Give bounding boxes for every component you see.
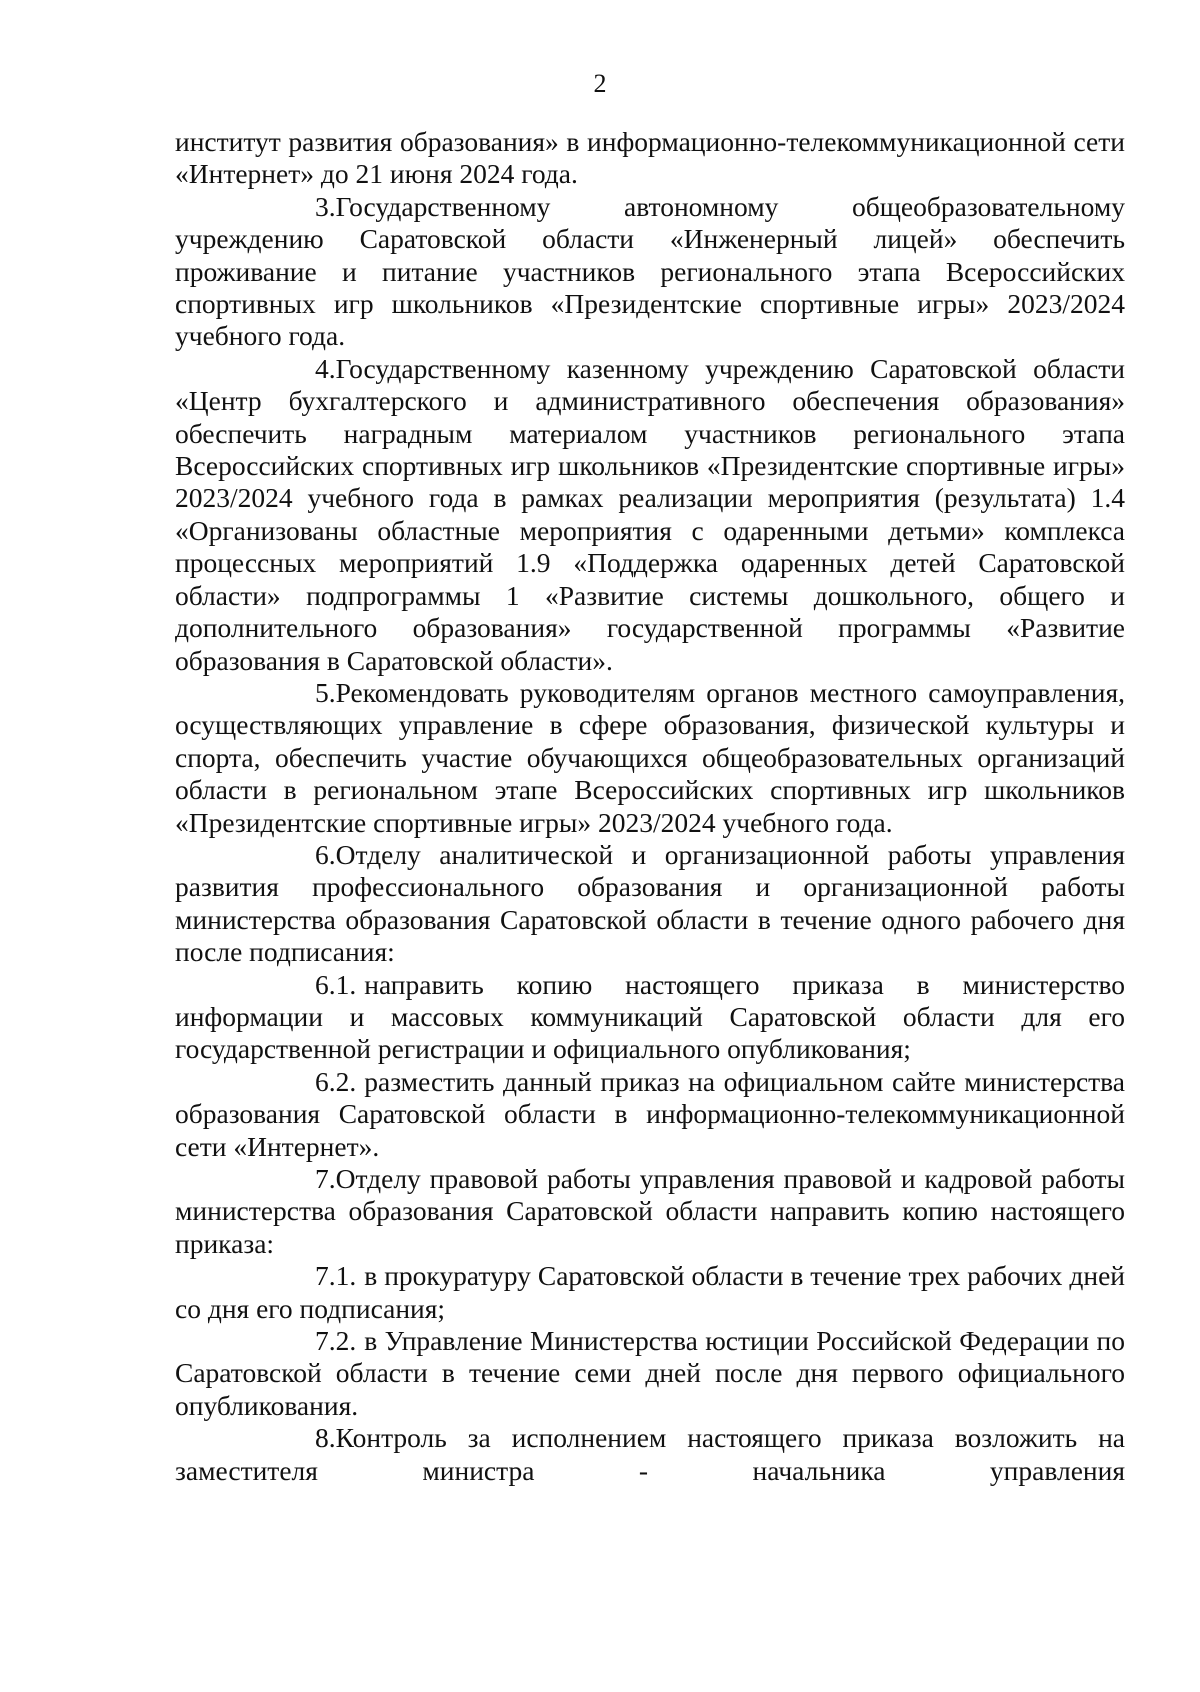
paragraph-item-6-1 (175, 969, 1125, 1066)
paragraph-text: Государственному казенному учреждению Саратовской области «Центр бухгалтерского и административного обеспечения образования» обеспечить наградным материалом участников регионального этапа Всероссийских спортивных игр школьников «Президентские спортивные игры» 2023/2024 учебного года в рамках реализации мероприятия (результата) 1.4 «Организованы областные мероприятия с одаренными детьми» комплекса процессных мероприятий 1.9 «Поддержка одаренных детей Саратовской области» подпрограммы 1 «Развитие системы дошкольного, общего и дополнительного образования» государственной программы «Развитие образования в Саратовской области». (175, 352, 1125, 676)
paragraph-text: Государственному автономному общеобразовательному учреждению Саратовской области «Инженерный лицей» обеспечить проживание и питание участников регионального этапа Всероссийских спортивных игр школьников «Президентские спортивные игры» 2023/2024 учебного года. (175, 190, 1125, 352)
paragraph-item-4 (175, 353, 1125, 677)
paragraph-number: 6.2. (315, 1065, 357, 1097)
paragraph-number: 7. (315, 1163, 336, 1194)
paragraph-text: разместить данный приказ на официальном сайте министерства образования Саратовской области в информационно-телекоммуникационной сети «Интернет». (175, 1065, 1125, 1162)
paragraph-item-6 (175, 839, 1125, 969)
paragraph-item-8 (175, 1422, 1125, 1487)
paragraph-text: Отделу правовой работы управления правовой и кадровой работы министерства образования Саратовской области направить копию настоящего приказа: (175, 1163, 1125, 1259)
paragraph-text: Рекомендовать руководителям органов местного самоуправления, осуществляющих управление в сфере образования, физической культуры и спорта, обеспечить участие обучающихся общеобразовательных организаций области в региональном этапе Всероссийских спортивных игр школьников «Президентские спортивные игры» 2023/2024 учебного года. (175, 676, 1125, 838)
paragraph-number: 4. (315, 352, 336, 384)
paragraph-item-7-2 (175, 1325, 1125, 1422)
paragraph-number: 3. (315, 190, 336, 222)
paragraph-text: Отделу аналитической и организационной работы управления развития профессионального образования и организационной работы министерства образования Саратовской области в течение одного рабочего дня после подписания: (175, 838, 1125, 968)
paragraph-text: в Управление Министерства юстиции Российской Федерации по Саратовской области в течение семи дней после дня первого официального опубликования. (175, 1325, 1125, 1421)
paragraph-number: 5. (315, 676, 336, 708)
page-number: 2 (593, 69, 607, 98)
document-body (175, 126, 1125, 1487)
paragraph-item-5 (175, 677, 1125, 839)
paragraph-text: направить копию настоящего приказа в министерство информации и массовых коммуникаций Саратовской области для его государственной регистрации и официального опубликования; (175, 968, 1125, 1065)
paragraph-continuation (175, 126, 1125, 191)
paragraph-item-7 (175, 1163, 1125, 1260)
paragraph-number: 6.1. (315, 968, 357, 1000)
paragraph-text: Контроль за исполнением настоящего приказа возложить на заместителя министра - начальника управления (175, 1422, 1125, 1486)
paragraph-item-3 (175, 191, 1125, 353)
paragraph-number: 8. (315, 1422, 336, 1454)
paragraph-item-7-1 (175, 1260, 1125, 1325)
paragraph-number: 7.1. (315, 1260, 357, 1292)
paragraph-text: институт развития образования» в информационно-телекоммуникационной сети «Интернет» до 21 июня 2024 года. (175, 126, 1125, 190)
paragraph-number: 6. (315, 838, 336, 870)
paragraph-item-6-2 (175, 1066, 1125, 1163)
paragraph-text: в прокуратуру Саратовской области в течение трех рабочих дней со дня его подписания; (175, 1260, 1125, 1324)
paragraph-number: 7.2. (315, 1325, 357, 1357)
